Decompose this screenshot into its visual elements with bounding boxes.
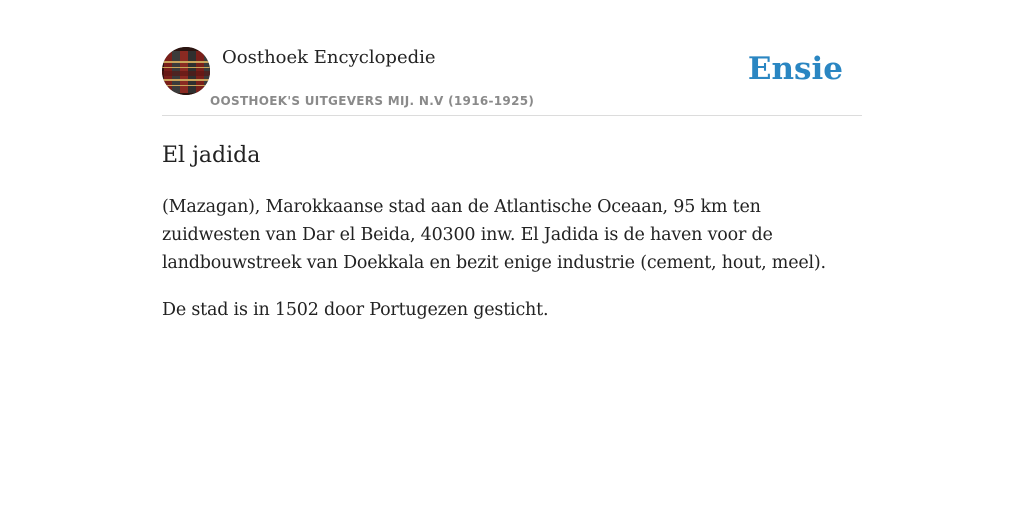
- publisher-label: OOSTHOEK'S UITGEVERS MIJ. N.V (1916-1925): [210, 94, 535, 108]
- entry-paragraph: De stad is in 1502 door Portugezen gesticht.: [162, 300, 549, 320]
- entry-body: [162, 193, 862, 324]
- source-title[interactable]: Oosthoek Encyclopedie: [222, 47, 436, 68]
- article-container: [162, 46, 862, 324]
- encyclopedia-books-icon[interactable]: [162, 47, 210, 95]
- source-header: [162, 46, 862, 116]
- brand-logo[interactable]: Ensie: [747, 51, 843, 87]
- entry-paragraph: (Mazagan), Marokkaanse stad aan de Atlantische Oceaan, 95 km ten zuidwesten van Dar el Beida, 40300 inw. El Jadida is de haven voor de landbouwstreek van Doekkala en bezit enige industrie (cement, hout, meel).: [162, 197, 826, 273]
- entry-title: El jadida: [162, 143, 261, 168]
